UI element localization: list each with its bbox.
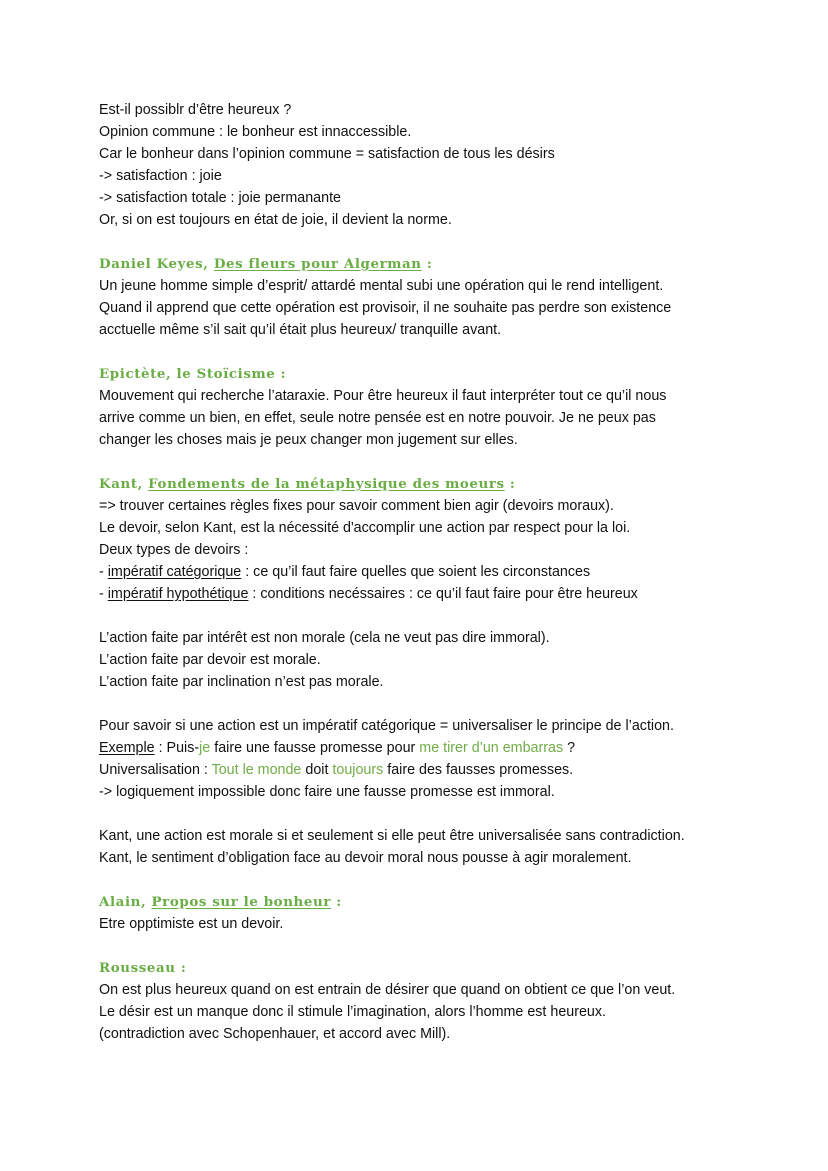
spacer bbox=[99, 341, 799, 363]
kant-work-title: Fondements de la métaphysique des moeurs bbox=[148, 476, 505, 492]
highlight-text: toujours bbox=[332, 762, 384, 778]
intro-line: Est-il possiblr d’être heureux ? bbox=[99, 102, 292, 118]
rousseau-line: Le désir est un manque donc il stimule l’imagination, alors l’homme est heureux. bbox=[99, 1004, 607, 1020]
keyes-line: Un jeune homme simple d’esprit/ attardé mental subi une opération qui le rend intelligent. bbox=[99, 278, 664, 294]
exemple-text: faire une fausse promesse pour bbox=[210, 740, 420, 756]
kant-line: => trouver certaines règles fixes pour savoir comment bien agir (devoirs moraux). bbox=[99, 498, 614, 514]
rousseau-line: (contradiction avec Schopenhauer, et accord avec Mill). bbox=[99, 1026, 451, 1042]
intro-section bbox=[99, 99, 799, 231]
spacer bbox=[99, 935, 799, 957]
spacer bbox=[99, 803, 799, 825]
epictete-line: changer les choses mais je peux changer mon jugement sur elles. bbox=[99, 432, 518, 448]
rousseau-section bbox=[99, 957, 799, 1045]
alain-work-title: Propos sur le bonheur bbox=[151, 894, 331, 910]
imperatif-hypothetique-line bbox=[99, 583, 799, 605]
imperatif-categorique-line bbox=[99, 561, 799, 583]
heading-colon: : bbox=[504, 476, 516, 492]
highlight-text: je bbox=[199, 740, 211, 756]
kant-section bbox=[99, 473, 799, 869]
imperatif-categorique-term: impératif catégorique bbox=[107, 564, 242, 580]
imperatif-categorique-definition: : ce qu’il faut faire quelles que soient les circonstances bbox=[241, 564, 591, 580]
epictete-heading: Epictète, le Stoïcisme : bbox=[99, 366, 287, 382]
alain-section bbox=[99, 891, 799, 935]
keyes-section bbox=[99, 253, 799, 341]
epictete-section bbox=[99, 363, 799, 451]
kant-line: Deux types de devoirs : bbox=[99, 542, 249, 558]
kant-final-line: Kant, une action est morale si et seulement si elle peut être universalisée sans contradiction. bbox=[99, 828, 685, 844]
exemple-label: Exemple bbox=[99, 740, 155, 756]
epictete-line: Mouvement qui recherche l’ataraxie. Pour être heureux il faut interpréter tout ce qu’il nous bbox=[99, 388, 667, 404]
universalisation-line bbox=[99, 759, 799, 781]
universal-line: Pour savoir si une action est un impératif catégorique = universaliser le principe de l’action. bbox=[99, 718, 674, 734]
intro-line: Or, si on est toujours en état de joie, il devient la norme. bbox=[99, 212, 452, 228]
imperatif-hypothetique-definition: : conditions necéssaires : ce qu’il faut faire pour être heureux bbox=[248, 586, 638, 602]
highlight-text: Tout le monde bbox=[211, 762, 302, 778]
epictete-line: arrive comme un bien, en effet, seule notre pensée est en notre pouvoir. Je ne peux pas bbox=[99, 410, 656, 426]
spacer bbox=[99, 451, 799, 473]
heading-colon: : bbox=[421, 256, 433, 272]
alain-line: Etre opptimiste est un devoir. bbox=[99, 916, 284, 932]
exemple-text: ? bbox=[563, 740, 576, 756]
universalisation-text: doit bbox=[301, 762, 333, 778]
keyes-author: Daniel Keyes, bbox=[99, 256, 214, 272]
keyes-line: acctuelle même s’il sait qu’il était plus heureux/ tranquille avant. bbox=[99, 322, 502, 338]
rousseau-line: On est plus heureux quand on est entrain de désirer que quand on obtient ce que l’on veut. bbox=[99, 982, 676, 998]
universalisation-text: Universalisation : bbox=[99, 762, 212, 778]
intro-line: Opinion commune : le bonheur est innaccessible. bbox=[99, 124, 412, 140]
action-line: L’action faite par inclination n’est pas morale. bbox=[99, 674, 384, 690]
spacer bbox=[99, 693, 799, 715]
heading-colon: : bbox=[331, 894, 342, 910]
document-page bbox=[99, 99, 799, 1045]
intro-line: -> satisfaction totale : joie permanante bbox=[99, 190, 341, 206]
highlight-text: me tirer d’un embarras bbox=[419, 740, 564, 756]
intro-line: Car le bonheur dans l’opinion commune = satisfaction de tous les désirs bbox=[99, 146, 555, 162]
action-line: L’action faite par intérêt est non morale (cela ne veut pas dire immoral). bbox=[99, 630, 550, 646]
kant-heading bbox=[99, 473, 799, 495]
spacer bbox=[99, 869, 799, 891]
bullet-dash: - bbox=[99, 564, 108, 580]
alain-heading bbox=[99, 891, 799, 913]
spacer bbox=[99, 231, 799, 253]
bullet-dash: - bbox=[99, 586, 108, 602]
alain-author: Alain, bbox=[99, 894, 152, 910]
keyes-heading bbox=[99, 253, 799, 275]
intro-line: -> satisfaction : joie bbox=[99, 168, 222, 184]
action-line: L’action faite par devoir est morale. bbox=[99, 652, 321, 668]
exemple-line bbox=[99, 737, 799, 759]
rousseau-heading: Rousseau : bbox=[99, 960, 187, 976]
keyes-work-title: Des fleurs pour Algerman bbox=[213, 256, 422, 272]
universalisation-text: faire des fausses promesses. bbox=[383, 762, 574, 778]
kant-author: Kant, bbox=[99, 476, 149, 492]
kant-final-line: Kant, le sentiment d’obligation face au devoir moral nous pousse à agir moralement. bbox=[99, 850, 632, 866]
kant-line: Le devoir, selon Kant, est la nécessité d'accomplir une action par respect pour la loi. bbox=[99, 520, 631, 536]
exemple-text: : Puis- bbox=[154, 740, 200, 756]
keyes-line: Quand il apprend que cette opération est provisoir, il ne souhaite pas perdre son existence bbox=[99, 300, 672, 316]
imperatif-hypothetique-term: impératif hypothétique bbox=[107, 586, 249, 602]
conclusion-line: -> logiquement impossible donc faire une fausse promesse est immoral. bbox=[99, 784, 555, 800]
spacer bbox=[99, 605, 799, 627]
